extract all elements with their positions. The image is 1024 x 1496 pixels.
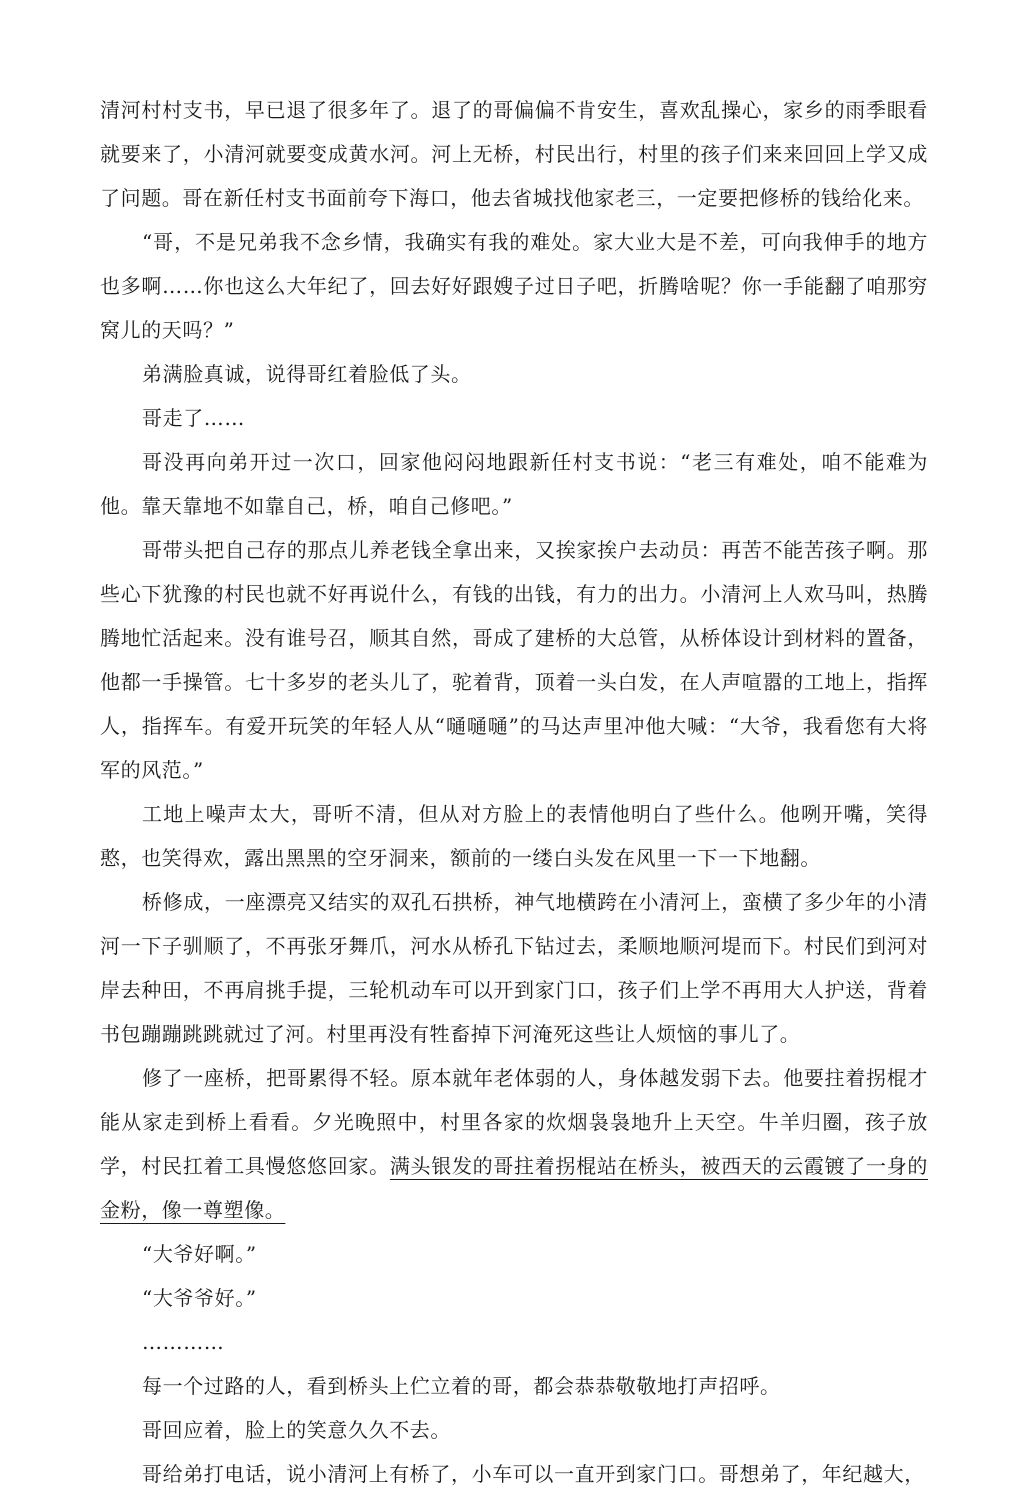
paragraph-text: 工地上噪声太大，哥听不清，但从对方脸上的表情他明白了些什么。他咧开嘴，笑得憨，也笑得欢，露出黑黑的空牙洞来，额前的一缕白头发在风里一下一下地翻。 (100, 802, 928, 870)
paragraph (100, 1364, 928, 1408)
document-page (100, 88, 928, 1496)
underlined-sentence: 满头银发的哥拄着拐棍站在桥头，被西天的云霞镀了一身的金粉，像一尊塑像。 (100, 1154, 928, 1222)
paragraph-text: 修了一座桥，把哥累得不轻。原本就年老体弱的人，身体越发弱下去。他要拄着拐棍才能从家走到桥上看看。夕光晚照中，村里各家的炊烟袅袅地升上天空。牛羊归圈，孩子放学，村民扛着工具慢悠悠回家。 (100, 1066, 928, 1178)
paragraph-text: “大爷爷好。” (142, 1286, 257, 1310)
paragraph-text: 弟满脸真诚，说得哥红着脸低了头。 (142, 362, 472, 386)
paragraph-with-underline (100, 1056, 928, 1232)
paragraph-opening (100, 88, 928, 220)
paragraph-text: 每一个过路的人，看到桥头上伫立着的哥，都会恭恭敬敬地打声招呼。 (142, 1374, 781, 1398)
paragraph (100, 528, 928, 792)
paragraph (100, 1276, 928, 1320)
paragraph-text: “大爷好啊。” (142, 1242, 257, 1266)
paragraph-text: 哥没再向弟开过一次口，回家他闷闷地跟新任村支书说：“老三有难处，咱不能难为他。靠天靠地不如靠自己，桥，咱自己修吧。” (100, 450, 928, 518)
paragraph-text: ………… (142, 1330, 225, 1354)
paragraph (100, 1232, 928, 1276)
paragraph-text: 清河村村支书，早已退了很多年了。退了的哥偏偏不肯安生，喜欢乱操心，家乡的雨季眼看就要来了，小清河就要变成黄水河。河上无桥，村民出行，村里的孩子们来来回回上学又成了问题。哥在新任村支书面前夸下海口，他去省城找他家老三，一定要把修桥的钱给化来。 (100, 98, 928, 210)
paragraph (100, 352, 928, 396)
paragraph (100, 1452, 928, 1496)
paragraph-text: 哥回应着，脸上的笑意久久不去。 (142, 1418, 451, 1442)
paragraph (100, 880, 928, 1056)
paragraph (100, 1408, 928, 1452)
paragraph (100, 396, 928, 440)
paragraph-text: “哥，不是兄弟我不念乡情，我确实有我的难处。家大业大是不差，可向我伸手的地方也多啊……你也这么大年纪了，回去好好跟嫂子过日子吧，折腾啥呢？你一手能翻了咱那穷窝儿的天吗？” (100, 230, 928, 342)
paragraph (100, 1320, 928, 1364)
paragraph-text: 哥给弟打电话，说小清河上有桥了，小车可以一直开到家门口。哥想弟了，年纪越大， (142, 1462, 925, 1486)
paragraph-dialogue-brother (100, 220, 928, 352)
paragraph-text: 桥修成，一座漂亮又结实的双孔石拱桥，神气地横跨在小清河上，蛮横了多少年的小清河一下子驯顺了，不再张牙舞爪，河水从桥孔下钻过去，柔顺地顺河堤而下。村民们到河对岸去种田，不再肩挑手提，三轮机动车可以开到家门口，孩子们上学不再用大人护送，背着书包蹦蹦跳跳就过了河。村里再没有牲畜掉下河淹死这些让人烦恼的事儿了。 (100, 890, 928, 1046)
paragraph-text: 哥走了…… (142, 406, 245, 430)
paragraph (100, 792, 928, 880)
paragraph-text: 哥带头把自己存的那点儿养老钱全拿出来，又挨家挨户去动员：再苦不能苦孩子啊。那些心下犹豫的村民也就不好再说什么，有钱的出钱，有力的出力。小清河上人欢马叫，热腾腾地忙活起来。没有谁号召，顺其自然，哥成了建桥的大总管，从桥体设计到材料的置备，他都一手操管。七十多岁的老头儿了，驼着背，顶着一头白发，在人声喧嚣的工地上，指挥人，指挥车。有爱开玩笑的年轻人从“嗵嗵嗵”的马达声里冲他大喊：“大爷，我看您有大将军的风范。” (100, 538, 928, 782)
paragraph (100, 440, 928, 528)
